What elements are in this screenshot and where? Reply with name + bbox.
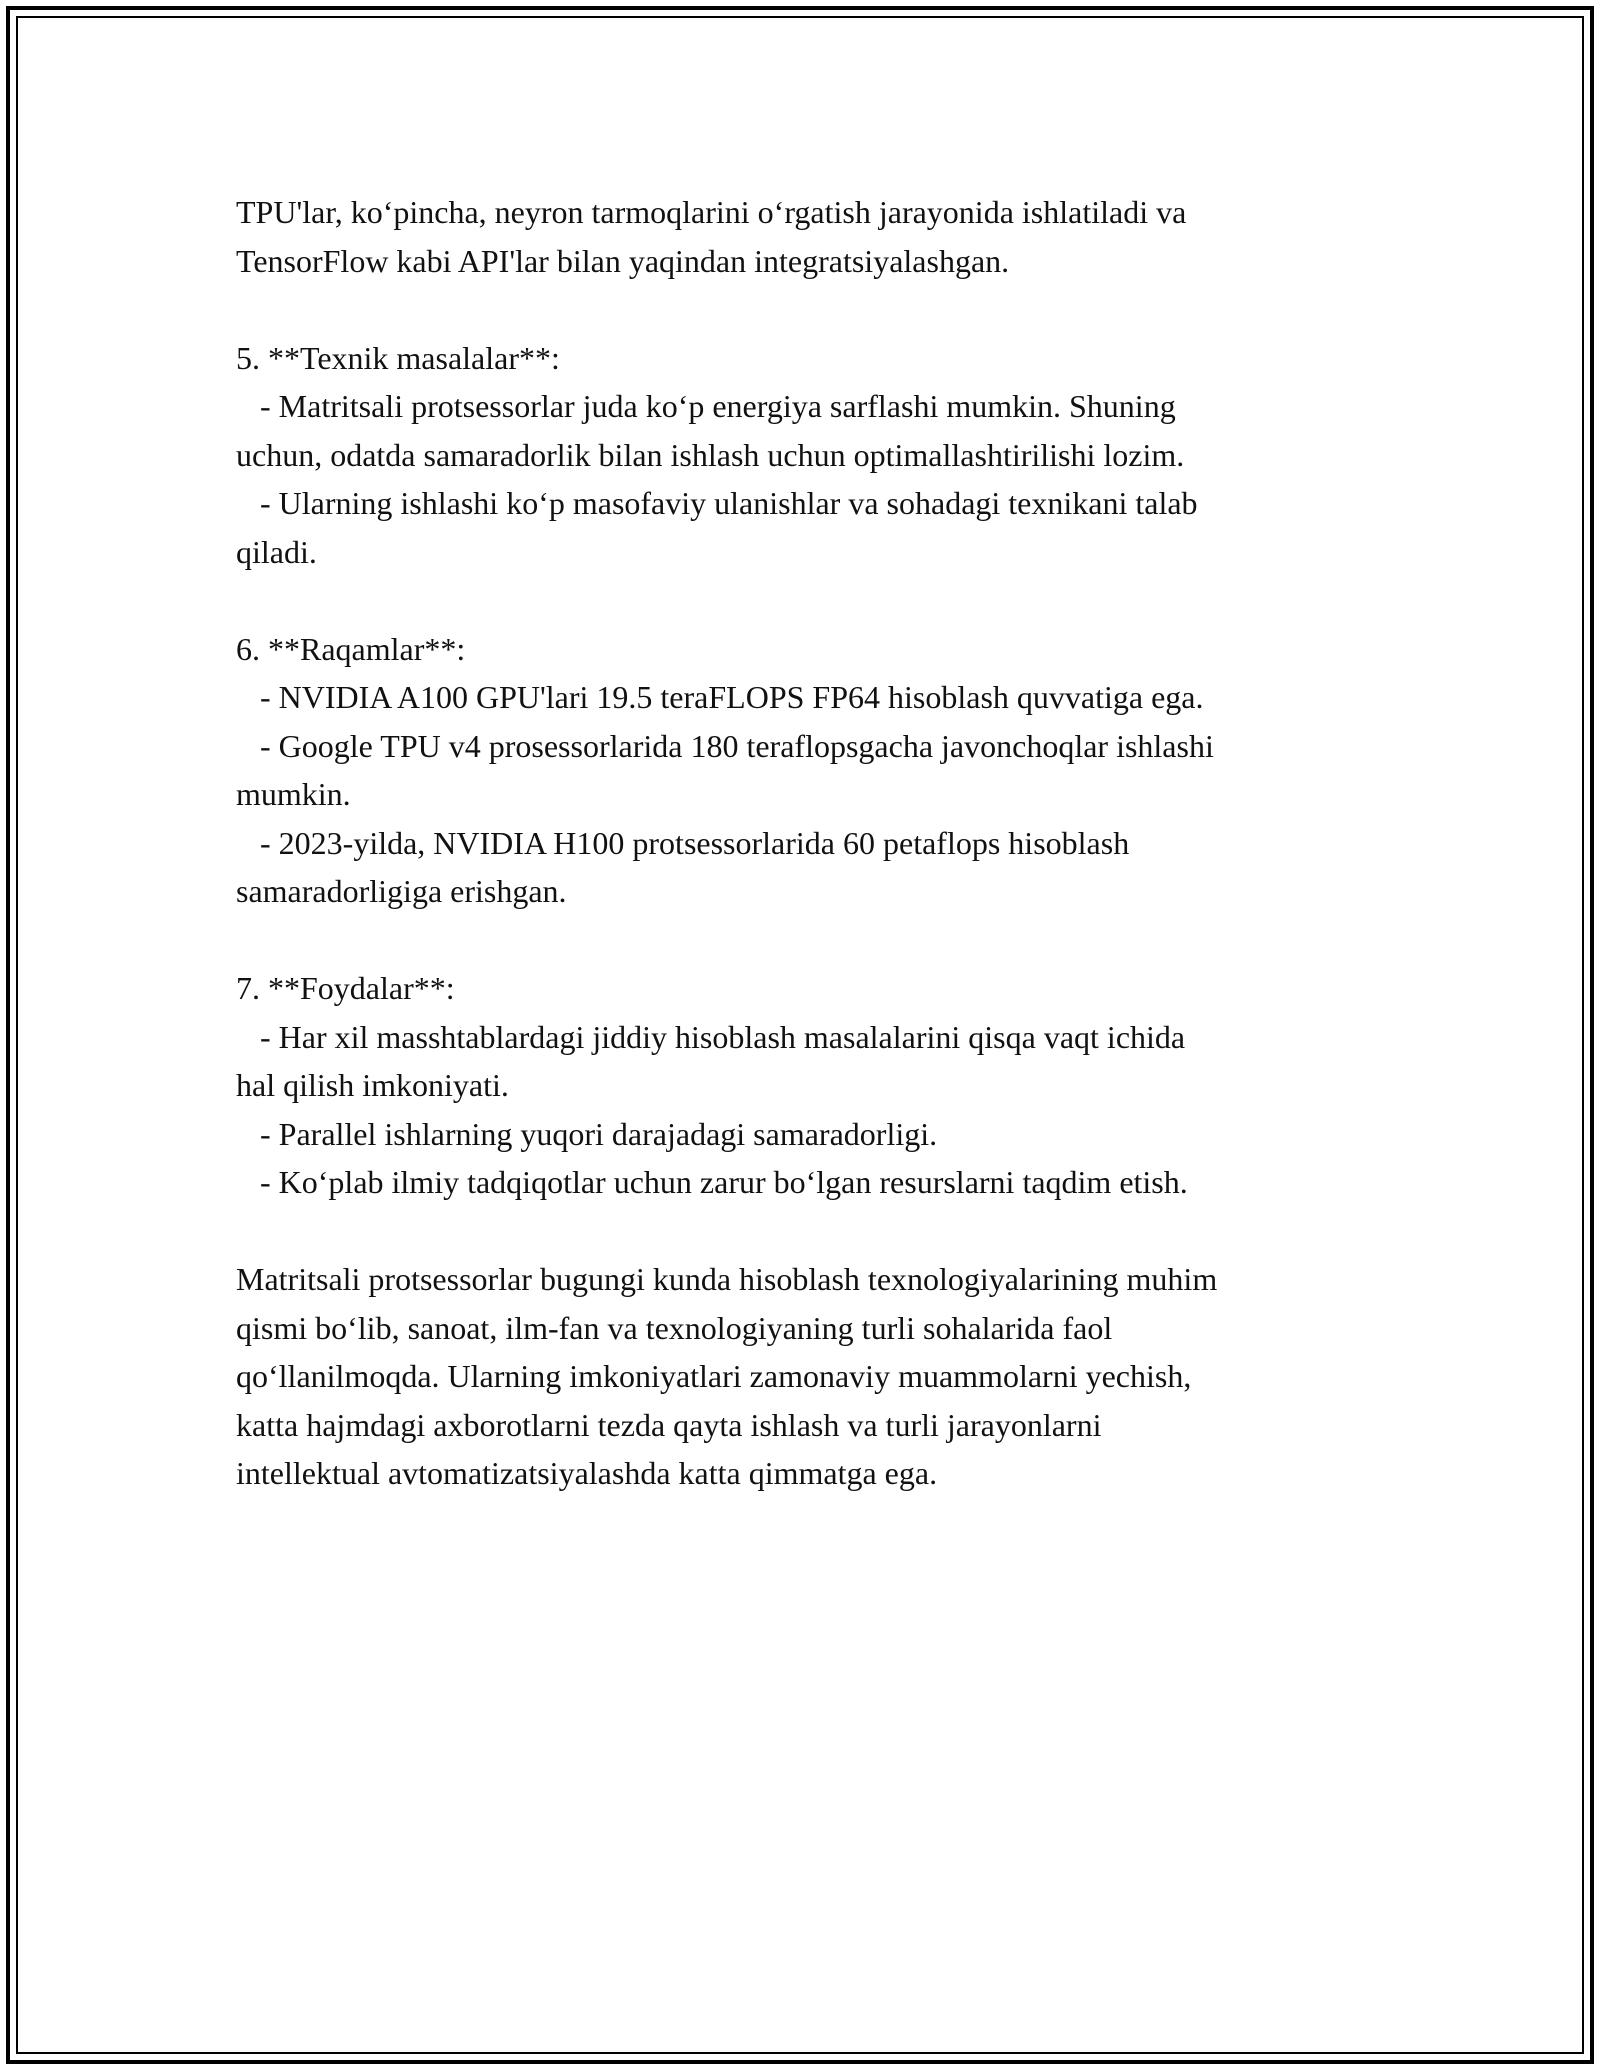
text-line: - Google TPU v4 prosessorlarida 180 teraflopsgacha javonchoqlar ishlashi	[236, 727, 1214, 764]
text-line: - Ularning ishlashi ko‘p masofaviy ulanishlar va sohadagi texnikani talab	[236, 485, 1198, 521]
text-line: hal qilish imkoniyati.	[236, 1067, 509, 1103]
text-line: - Matritsali protsessorlar juda ko‘p energiya sarflashi mumkin. Shuning	[236, 388, 1176, 424]
blank-line	[236, 1207, 1376, 1256]
section-heading: 5. **Texnik masalalar**:	[236, 339, 560, 376]
text-line: TensorFlow kabi API'lar bilan yaqindan integratsiyalashgan.	[236, 242, 1010, 279]
text-line: - NVIDIA A100 GPU'lari 19.5 teraFLOPS FP64 hisoblash quvvatiga ega.	[236, 679, 1204, 715]
text-line: mumkin.	[236, 776, 351, 812]
blank-line	[236, 285, 1376, 334]
text-line: qo‘llanilmoqda. Ularning imkoniyatlari zamonaviy muammolarni yechish,	[236, 1358, 1192, 1394]
text-line: TPU'lar, ko‘pincha, neyron tarmoqlarini o‘rgatish jarayonida ishlatiladi va	[236, 194, 1187, 230]
text-line: - Har xil masshtablardagi jiddiy hisoblash masalalarini qisqa vaqt ichida	[236, 1018, 1186, 1055]
text-line: qismi bo‘lib, sanoat, ilm-fan va texnologiyaning turli sohalarida faol	[236, 1309, 1113, 1346]
text-line: - Parallel ishlarning yuqori darajadagi samaradorligi.	[236, 1115, 938, 1152]
blank-line	[236, 916, 1376, 965]
section-heading: 6. **Raqamlar**:	[236, 630, 466, 667]
text-line: samaradorligiga erishgan.	[236, 873, 567, 909]
text-line: intellektual avtomatizatsiyalashda katta qimmatga ega.	[236, 1455, 938, 1491]
text-line: uchun, odatda samaradorlik bilan ishlash uchun optimallashtirilishi lozim.	[236, 436, 1185, 473]
section-heading: 7. **Foydalar**:	[236, 970, 455, 1006]
blank-line	[236, 576, 1376, 625]
text-line: qiladi.	[236, 533, 317, 570]
text-line: - Ko‘plab ilmiy tadqiqotlar uchun zarur bo‘lgan resurslarni taqdim etish.	[236, 1164, 1188, 1200]
text-line: katta hajmdagi axborotlarni tezda qayta ishlash va turli jarayonlarni	[236, 1406, 1102, 1443]
text-line: Matritsali protsessorlar bugungi kunda hisoblash texnologiyalarining muhim	[236, 1261, 1218, 1297]
document-body	[236, 188, 1376, 1498]
text-line: - 2023-yilda, NVIDIA H100 protsessorlarida 60 petaflops hisoblash	[236, 824, 1130, 861]
